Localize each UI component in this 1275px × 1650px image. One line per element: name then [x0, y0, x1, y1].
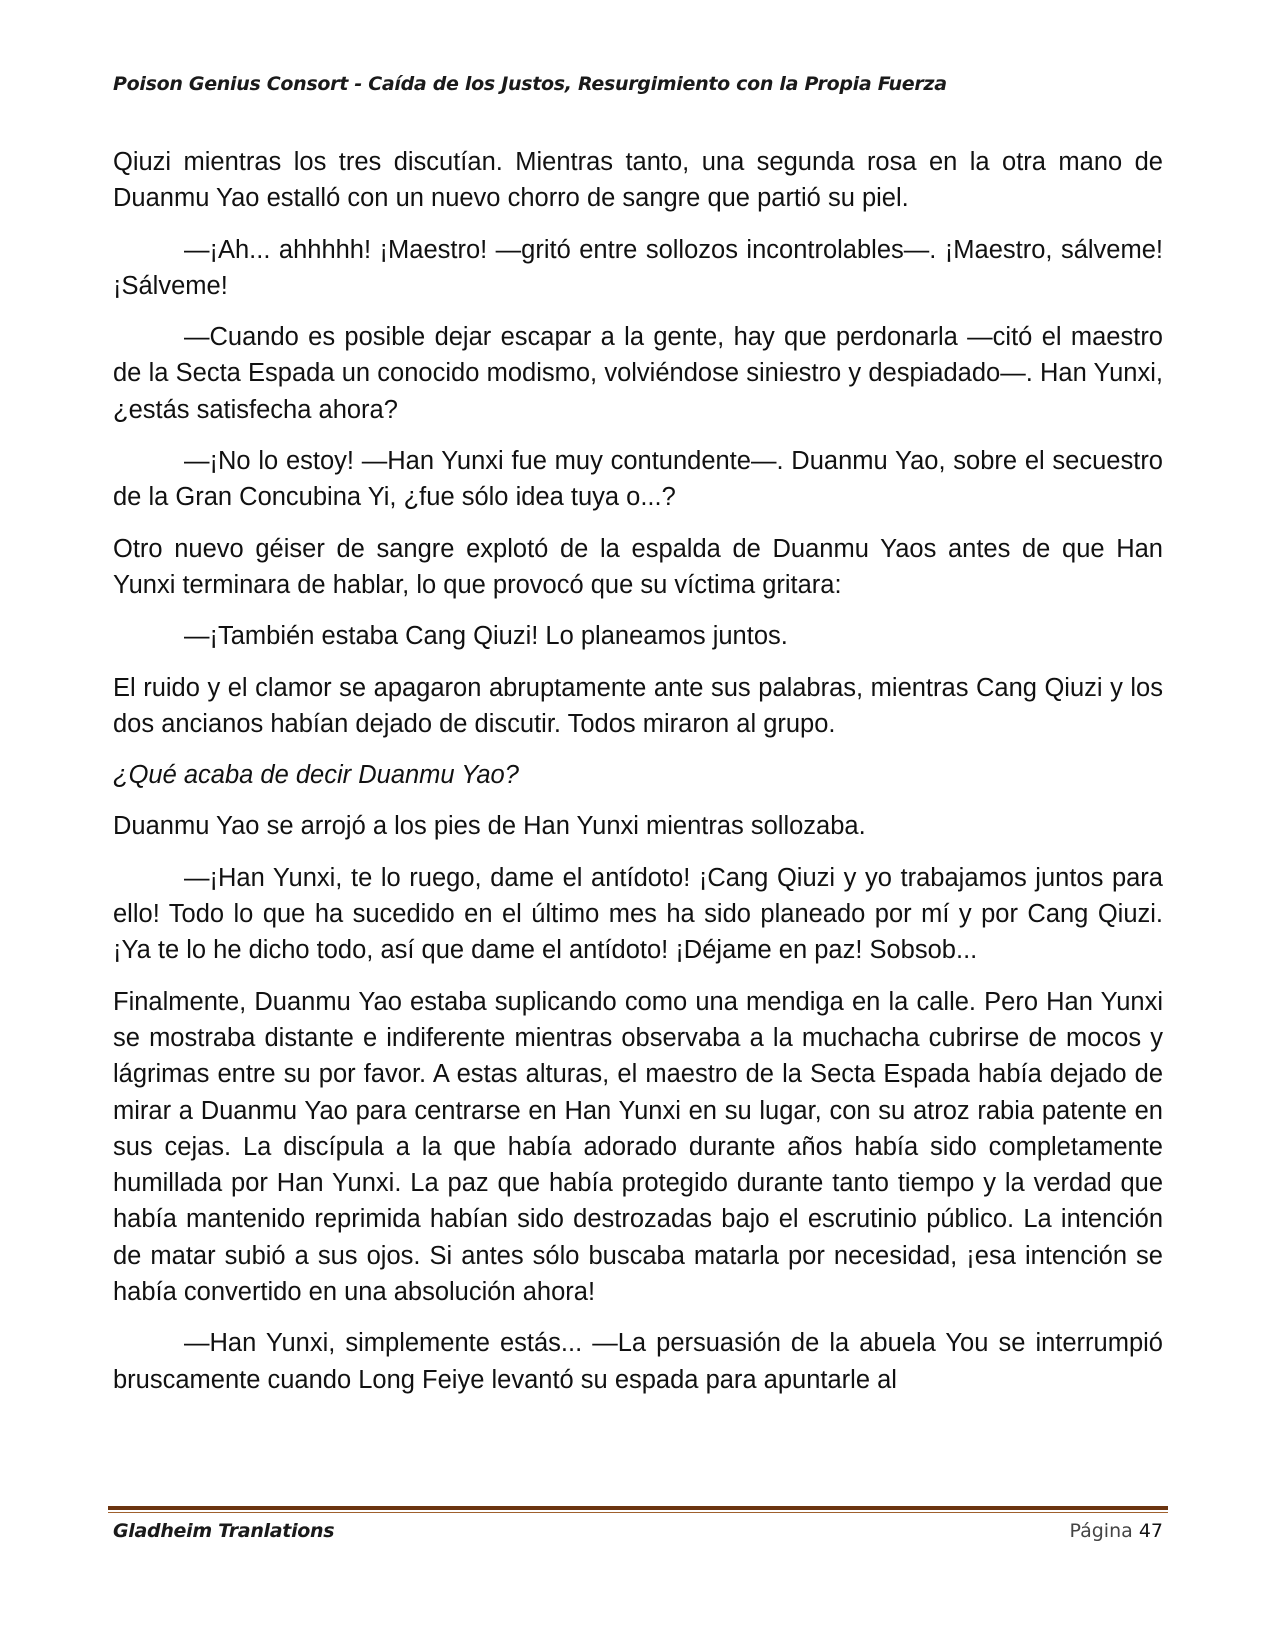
- page-number: 47: [1138, 1520, 1163, 1542]
- footer-credit: Gladheim Tranlations: [113, 1520, 335, 1542]
- page-label: Página: [1069, 1520, 1133, 1542]
- paragraph: El ruido y el clamor se apagaron abruptamente ante sus palabras, mientras Cang Qiuzi y los dos ancianos habían dejado de discutir. Todos miraron al grupo.: [113, 673, 1163, 738]
- paragraph: Otro nuevo géiser de sangre explotó de la espalda de Duanmu Yaos antes de que Han Yunxi terminara de hablar, lo que provocó que su víctima gritara:: [113, 534, 1163, 599]
- paragraph: ¿Qué acaba de decir Duanmu Yao?: [113, 761, 519, 790]
- footer-page-indicator: [1069, 1520, 1163, 1542]
- paragraph: Duanmu Yao se arrojó a los pies de Han Yunxi mientras sollozaba.: [113, 812, 866, 841]
- paragraph: Finalmente, Duanmu Yao estaba suplicando como una mendiga en la calle. Pero Han Yunxi se mostraba distante e indiferente mientras observaba a la muchacha cubrirse de mocos y lágrimas entre su por favor. A estas alturas, el maestro de la Secta Espada había dejado de mirar a Duanmu Yao para centrarse en Han Yunxi en su lugar, con su atroz rabia patente en sus cejas. La discípula a la que había adorado durante años había sido completamente humillada por Han Yunxi. La paz que había protegido durante tanto tiempo y la verdad que había mantenido reprimida habían sido destrozadas bajo el escrutinio público. La intención de matar subió a sus ojos. Si antes sólo buscaba matarla por necesidad, ¡esa intención se había convertido en una absolución ahora!: [113, 987, 1163, 1307]
- paragraph: —Cuando es posible dejar escapar a la gente, hay que perdonarla —citó el maestro de la Secta Espada un conocido modismo, volviéndose siniestro y despiadado—. Han Yunxi, ¿estás satisfecha ahora?: [113, 323, 1163, 424]
- running-header-title: Poison Genius Consort - Caída de los Justos, Resurgimiento con la Propia Fuerza: [113, 73, 947, 95]
- body-text: [113, 144, 1163, 1413]
- paragraph: —¡No lo estoy! —Han Yunxi fue muy contundente—. Duanmu Yao, sobre el secuestro de la Gran Concubina Yi, ¿fue sólo idea tuya o...?: [113, 447, 1163, 512]
- paragraph: Qiuzi mientras los tres discutían. Mientras tanto, una segunda rosa en la otra mano de Duanmu Yao estalló con un nuevo chorro de sangre que partió su piel.: [113, 148, 1163, 213]
- footer-divider-thin: [108, 1512, 1168, 1513]
- paragraph: —¡Ah... ahhhhh! ¡Maestro! —gritó entre sollozos incontrolables—. ¡Maestro, sálveme! ¡Sálveme!: [113, 235, 1163, 300]
- paragraph: —¡Han Yunxi, te lo ruego, dame el antídoto! ¡Cang Qiuzi y yo trabajamos juntos para ello! Todo lo que ha sucedido en el último mes ha sido planeado por mí y por Cang Qiuzi. ¡Ya te lo he dicho todo, así que dame el antídoto! ¡Déjame en paz! Sobsob...: [113, 863, 1163, 965]
- paragraph: —¡También estaba Cang Qiuzi! Lo planeamos juntos.: [184, 622, 788, 651]
- footer-divider-thick: [108, 1506, 1168, 1510]
- paragraph: —Han Yunxi, simplemente estás... —La persuasión de la abuela You se interrumpió bruscamente cuando Long Feiye levantó su espada para apuntarle al: [113, 1329, 1163, 1394]
